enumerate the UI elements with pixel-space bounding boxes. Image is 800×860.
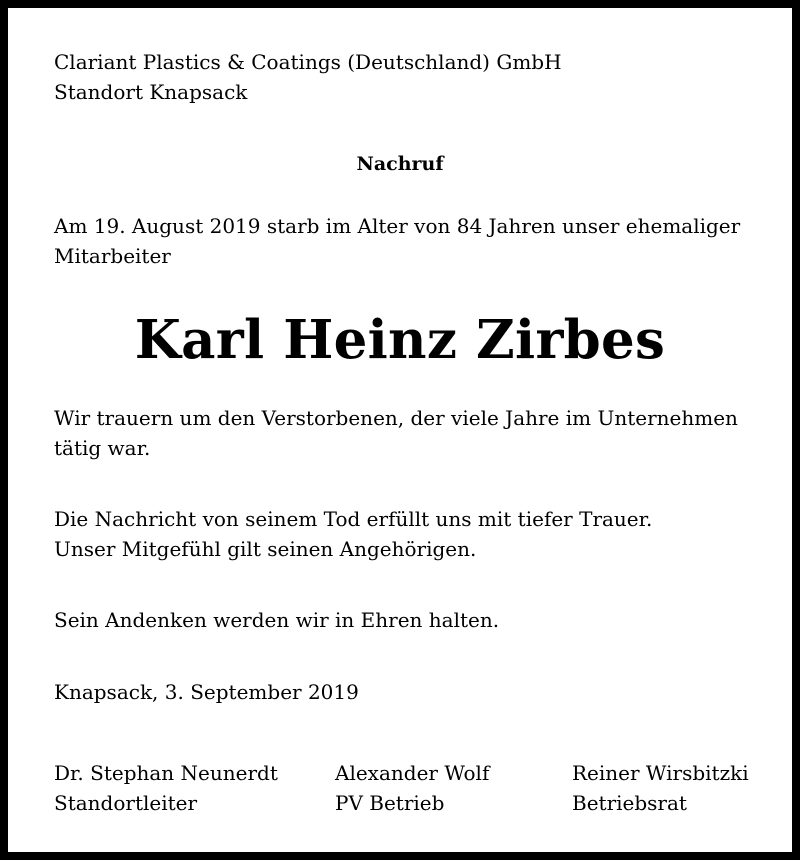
paragraph-memory-line-1: Sein Andenken werden wir in Ehren halten. [54, 608, 500, 632]
company-header [54, 47, 562, 107]
paragraph-mourning-line-1: Wir trauern um den Verstorbenen, der viele Jahre im Unternehmen [54, 406, 738, 430]
notice-title: Nachruf [356, 153, 444, 175]
signatory-name: Alexander Wolf [335, 761, 490, 785]
signatory-3 [572, 758, 749, 818]
place-date: Knapsack, 3. September 2019 [54, 680, 359, 704]
paragraph-condolence [54, 504, 652, 564]
paragraph-memory [54, 605, 499, 635]
company-name: Clariant Plastics & Coatings (Deutschland) GmbH [54, 50, 562, 74]
signatory-role: Betriebsrat [572, 791, 687, 815]
signatory-role: PV Betrieb [335, 791, 445, 815]
signatory-name: Reiner Wirsbitzki [572, 761, 749, 785]
deceased-name: Karl Heinz Zirbes [134, 309, 666, 371]
intro-text [54, 211, 740, 271]
intro-line-2: Mitarbeiter [54, 244, 171, 268]
paragraph-mourning-line-2: tätig war. [54, 436, 151, 460]
signatory-1 [54, 758, 278, 818]
signatory-2 [335, 758, 489, 818]
paragraph-condolence-line-2: Unser Mitgefühl gilt seinen Angehörigen. [54, 537, 477, 561]
paragraph-mourning [54, 403, 738, 463]
signatory-role: Standortleiter [54, 791, 198, 815]
signatory-name: Dr. Stephan Neunerdt [54, 761, 278, 785]
intro-line-1: Am 19. August 2019 starb im Alter von 84 Jahren unser ehemaliger [54, 214, 741, 238]
paragraph-condolence-line-1: Die Nachricht von seinem Tod erfüllt uns mit tiefer Trauer. [54, 507, 653, 531]
company-site: Standort Knapsack [54, 80, 248, 104]
